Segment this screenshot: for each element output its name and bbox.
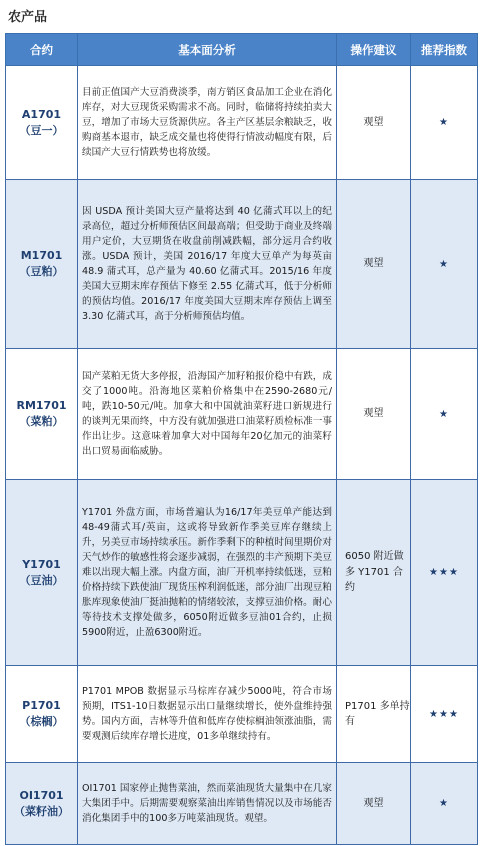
contract-code: P1701 (22, 699, 61, 712)
analysis-cell: OI1701 国家停止抛售菜油，然而菜油现货大量集中在几家大集团手中。后期需要观察菜油出库销售情况以及市场能否消化集团手中的100多万吨菜油现货。观望。 (78, 763, 337, 845)
advice-cell: 6050 附近做多 Y1701 合约 (337, 480, 411, 666)
analysis-cell: Y1701 外盘方面，市场普遍认为16/17年美豆单产能达到48-49蒲式耳/英亩，这或将导致新作季美豆库存继续上升，另美豆市场持续承压。新作季剩下的种植时间里期价对天气炒作的敏感性将会逐步减弱，在强烈的丰产预期下美豆难以出现大幅上涨。内盘方面，油厂开机率持续低迷，豆粕价格持续下跌使油厂现货压榨利润低迷，部分油厂出现豆粕胀库现象使油厂挺油抛粕的情绪较浓，支撑豆油价格。耐心等待技术支撑处做多，6050附近做多豆油01合约，止损5900附近，止盈6300附近。 (78, 480, 337, 666)
contract-code: Y1701 (22, 557, 61, 571)
contract-cell (6, 349, 78, 480)
contract-name: （豆一） (19, 123, 64, 137)
contract-code: RM1701 (16, 399, 67, 412)
header-analysis: 基本面分析 (78, 34, 337, 66)
contract-name: （棕榈） (19, 715, 64, 728)
header-contract: 合约 (6, 34, 78, 66)
contract-name: （豆油） (19, 573, 64, 587)
contract-cell (6, 66, 78, 180)
analysis-cell: P1701 MPOB 数据显示马棕库存减少5000吨，符合市场预期，ITS1-10日数据显示出口量继续增长，使外盘维持强势。国内方面，吉林等升值和低库存使棕榈油领涨油脂，需要观测后续库存增长进度，01多单继续持有。 (78, 666, 337, 763)
rating-stars: ★ (411, 66, 478, 180)
contract-name: （豆粕） (19, 265, 64, 278)
table-header-row (6, 34, 478, 66)
contract-name: （菜籽油） (14, 804, 69, 818)
contract-cell (6, 763, 78, 845)
advice-cell: 观望 (337, 180, 411, 349)
analysis-cell: 目前正值国产大豆消费淡季，南方销区食品加工企业在消化库存，对大豆现货采购需求不高。同时，临储将持续拍卖大豆，增加了市场大豆货源供应。各主产区基层余粮缺乏，收购商基本退市，缺乏成交量也将使得行情波动幅度有限，后续国产大豆行情跌势也将放缓。 (78, 66, 337, 180)
contract-code: OI1701 (19, 788, 64, 802)
table-row (6, 180, 478, 349)
table-row (6, 349, 478, 480)
contract-code: M1701 (20, 249, 63, 262)
advice-cell: 观望 (337, 349, 411, 480)
table-row (6, 66, 478, 180)
analysis-cell: 国产菜粕无货大多停报，沿海国产加籽粕报价稳中有跌，成交了1000吨。沿海地区菜粕价格集中在2590-2680元/吨，跌10-50元/吨。加拿大和中国就油菜籽进口新规进行的谈判无果而终，中方没有就加强进口油菜籽质检标准一事作出让步。这意味着加拿大对中国每年20亿加元的油菜籽出口贸易面临威胁。 (78, 349, 337, 480)
contract-name: （菜粕） (19, 415, 64, 428)
contract-code: A1701 (21, 107, 62, 121)
rating-stars: ★★★ (411, 480, 478, 666)
rating-stars: ★ (411, 763, 478, 845)
contract-cell (6, 666, 78, 763)
table-row (6, 763, 478, 845)
rating-stars: ★★★ (411, 666, 478, 763)
agri-table (5, 33, 478, 845)
header-rating: 推荐指数 (411, 34, 478, 66)
contract-cell (6, 180, 78, 349)
advice-cell: 观望 (337, 763, 411, 845)
contract-cell (6, 480, 78, 666)
page-title: 农产品 (8, 10, 48, 25)
advice-cell: P1701 多单持有 (337, 666, 411, 763)
table-row (6, 480, 478, 666)
header-advice: 操作建议 (337, 34, 411, 66)
analysis-cell: 因 USDA 预计美国大豆产量将达到 40 亿蒲式耳以上的纪录高位，超过分析师预估区间最高端；但受助于商业及终端用户定价，大豆期货在收盘前削减跌幅，部分远月合约收涨。USDA 预计，美国 2016/17 年度大豆单产为每英亩 48.9 蒲式耳，总产量为 40.60 亿蒲式耳。2015/16 年度美国大豆期末库存预估下修至 2.55 亿蒲式耳，低于分析师的预估均值。2016/17 年度美国大豆期末库存预估上调至 3.30 亿蒲式耳，高于分析师预估均值。 (78, 180, 337, 349)
rating-stars: ★ (411, 180, 478, 349)
table-row (6, 666, 478, 763)
rating-stars: ★ (411, 349, 478, 480)
advice-cell: 观望 (337, 66, 411, 180)
